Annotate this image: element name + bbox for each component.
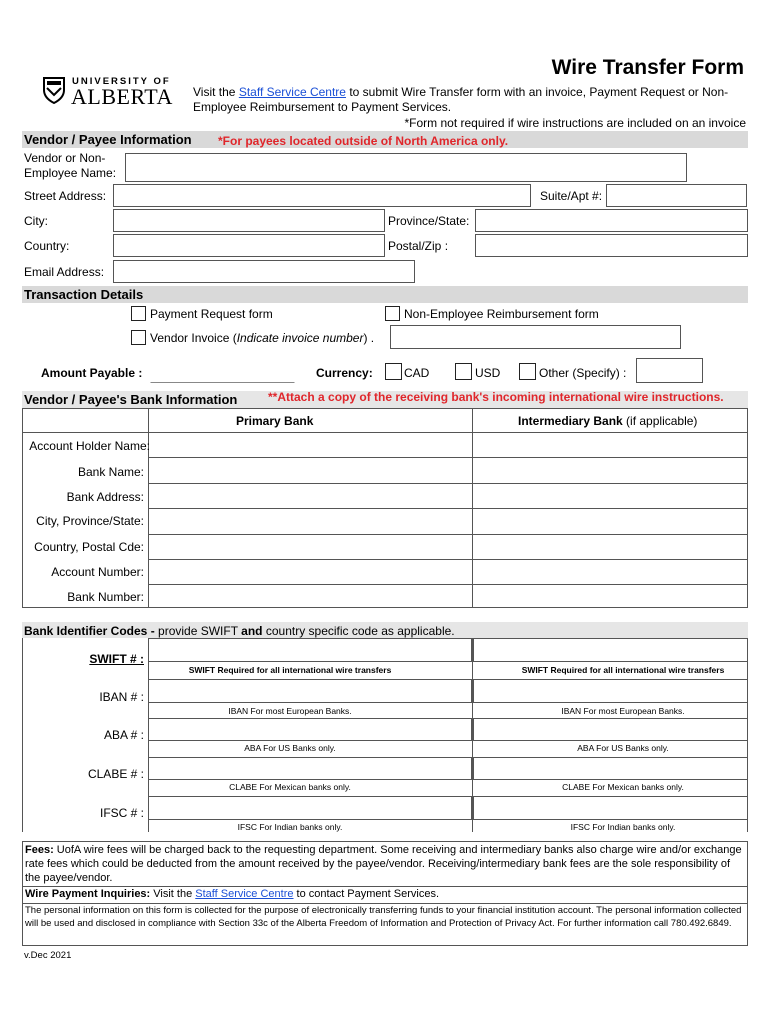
swift-intermediary-field[interactable] bbox=[473, 638, 748, 662]
ifsc-label: IFSC # : bbox=[99, 806, 144, 820]
logo-bottom-text: ALBERTA bbox=[71, 84, 173, 109]
iban-hint-primary: IBAN For most European Banks. bbox=[228, 706, 352, 716]
codes-table-left-border bbox=[22, 638, 23, 832]
bank-section-note: **Attach a copy of the receiving bank's incoming international wire instructions. bbox=[268, 390, 724, 404]
clabe-label: CLABE # : bbox=[87, 767, 144, 781]
usd-checkbox[interactable] bbox=[455, 363, 472, 380]
inquiries-bold: Wire Payment Inquiries: bbox=[25, 888, 151, 900]
cad-checkbox[interactable] bbox=[385, 363, 402, 380]
usd-label: USD bbox=[475, 366, 501, 380]
account-holder-label: Account Holder Name: bbox=[29, 439, 150, 453]
vendor-invoice-post: ) . bbox=[363, 331, 375, 345]
email-label: Email Address: bbox=[24, 265, 105, 279]
province-field[interactable] bbox=[475, 209, 748, 232]
intermediary-bank-suffix: (if applicable) bbox=[622, 414, 698, 428]
city-province-label: City, Province/State: bbox=[36, 514, 144, 528]
bank-table-hline bbox=[148, 457, 747, 458]
iban-intermediary-field[interactable] bbox=[473, 679, 748, 703]
transaction-section-title: Transaction Details bbox=[24, 287, 144, 302]
page-title: Wire Transfer Form bbox=[551, 56, 744, 79]
clabe-primary-field[interactable] bbox=[148, 757, 472, 780]
other-currency-field[interactable] bbox=[636, 358, 703, 383]
vendor-invoice-checkbox[interactable] bbox=[131, 330, 146, 345]
intro-post2: Employee Reimbursement to Payment Services. bbox=[193, 100, 452, 114]
amount-label: Amount Payable : bbox=[41, 366, 143, 380]
logo-top-text: UNIVERSITY OF bbox=[72, 76, 171, 87]
bank-table-hline bbox=[148, 508, 747, 509]
swift-label: SWIFT # : bbox=[89, 652, 144, 666]
ifsc-hint-primary: IFSC For Indian banks only. bbox=[237, 822, 343, 832]
bank-table-hline bbox=[148, 534, 747, 535]
payment-request-label: Payment Request form bbox=[150, 307, 273, 321]
currency-label: Currency: bbox=[316, 366, 373, 380]
bank-table-hline bbox=[148, 483, 747, 484]
aba-hint-intermediary: ABA For US Banks only. bbox=[577, 743, 669, 753]
city-label: City: bbox=[24, 214, 48, 228]
city-field[interactable] bbox=[113, 209, 385, 232]
version-label: v.Dec 2021 bbox=[24, 950, 72, 961]
ifsc-intermediary-field[interactable] bbox=[473, 796, 748, 820]
aba-label: ABA # : bbox=[103, 728, 144, 742]
form-note: *Form not required if wire instructions are included on an invoice bbox=[404, 116, 746, 130]
invoice-number-field[interactable] bbox=[390, 325, 681, 349]
codes-title-bold: Bank Identifier Codes - bbox=[24, 624, 159, 638]
vendor-invoice-em: Indicate invoice number bbox=[236, 331, 364, 345]
postal-field[interactable] bbox=[475, 234, 748, 257]
clabe-hint-intermediary: CLABE For Mexican banks only. bbox=[562, 782, 684, 792]
fees-block bbox=[22, 841, 748, 887]
university-logo bbox=[42, 76, 173, 109]
email-field[interactable] bbox=[113, 260, 415, 283]
crest-icon bbox=[42, 76, 66, 104]
amount-field[interactable] bbox=[150, 360, 295, 383]
payment-request-checkbox[interactable] bbox=[131, 306, 146, 321]
postal-label: Postal/Zip : bbox=[388, 239, 449, 253]
codes-title-rest-1: provide SWIFT bbox=[158, 624, 242, 638]
bank-name-label: Bank Name: bbox=[77, 465, 144, 479]
account-number-label: Account Number: bbox=[51, 565, 144, 579]
cad-label: CAD bbox=[404, 366, 430, 380]
intro-post1: to submit Wire Transfer form with an invoice, Payment Request or Non- bbox=[345, 85, 729, 99]
non-employee-label: Non-Employee Reimbursement form bbox=[404, 307, 599, 321]
primary-bank-header: Primary Bank bbox=[236, 414, 314, 428]
name-label-1: Vendor or Non- bbox=[24, 151, 106, 165]
vendor-section-note: *For payees located outside of North America only. bbox=[218, 134, 509, 148]
ifsc-primary-field[interactable] bbox=[148, 796, 472, 820]
staff-service-centre-link[interactable]: Staff Service Centre bbox=[238, 85, 346, 99]
intro-pre: Visit the bbox=[193, 85, 239, 99]
vendor-invoice-label bbox=[150, 331, 374, 345]
bank-table-hline bbox=[148, 559, 747, 560]
swift-hint-primary: SWIFT Required for all international wire transfers bbox=[188, 665, 392, 675]
privacy-text: The personal information on this form is collected for the purpose of electronically transferring funds to your financial institution account. The personal information collected will be used and disclosed in compliance with Section 33c of the Alberta Freedom of Information and Protection of Privacy Act. For further information call 780.492.6849. bbox=[25, 905, 742, 929]
bank-section-title: Vendor / Payee's Bank Information bbox=[24, 392, 238, 407]
swift-hint-intermediary: SWIFT Required for all international wire transfers bbox=[521, 665, 725, 675]
vendor-invoice-pre: Vendor Invoice ( bbox=[150, 331, 237, 345]
inquiries-block bbox=[22, 887, 748, 904]
intro-text bbox=[193, 85, 753, 115]
country-field[interactable] bbox=[113, 234, 385, 257]
bank-address-label: Bank Address: bbox=[66, 490, 144, 504]
iban-primary-field[interactable] bbox=[148, 679, 472, 703]
fees-bold: Fees: bbox=[25, 844, 54, 856]
name-label-2: Employee Name: bbox=[24, 166, 117, 180]
primary-account-holder-field[interactable] bbox=[148, 432, 472, 457]
vendor-name-field[interactable] bbox=[125, 153, 687, 182]
codes-section-title bbox=[24, 624, 455, 638]
privacy-block bbox=[22, 904, 748, 946]
clabe-hint-primary: CLABE For Mexican banks only. bbox=[229, 782, 351, 792]
inquiries-post: to contact Payment Services. bbox=[293, 888, 440, 900]
inquiries-pre: Visit the bbox=[150, 888, 196, 900]
bank-number-label: Bank Number: bbox=[67, 590, 144, 604]
codes-title-and: and bbox=[241, 624, 263, 638]
suite-field[interactable] bbox=[606, 184, 747, 207]
street-label: Street Address: bbox=[24, 189, 107, 203]
iban-hint-intermediary: IBAN For most European Banks. bbox=[561, 706, 685, 716]
other-label: Other (Specify) : bbox=[539, 366, 627, 380]
inquiries-link[interactable]: Staff Service Centre bbox=[195, 888, 294, 900]
country-postal-label: Country, Postal Cde: bbox=[34, 540, 144, 554]
swift-primary-field[interactable] bbox=[148, 638, 472, 662]
suite-label: Suite/Apt #: bbox=[540, 189, 603, 203]
iban-label: IBAN # : bbox=[99, 690, 144, 704]
aba-hint-primary: ABA For US Banks only. bbox=[244, 743, 336, 753]
province-label: Province/State: bbox=[388, 214, 470, 228]
vendor-section-title: Vendor / Payee Information bbox=[24, 132, 192, 147]
bank-table-hline bbox=[148, 584, 747, 585]
ifsc-hint-intermediary: IFSC For Indian banks only. bbox=[570, 822, 676, 832]
street-address-field[interactable] bbox=[113, 184, 531, 207]
other-checkbox[interactable] bbox=[519, 363, 536, 380]
fees-text: UofA wire fees will be charged back to the requesting department. Some receiving and intermediary banks also charge wire and/or exchange rate fees which could be deducted from the amount received by the payee/vendor. Receiving/intermediary bank fees are the sole responsibility of the payee/vendor. bbox=[25, 844, 742, 884]
non-employee-checkbox[interactable] bbox=[385, 306, 400, 321]
country-label: Country: bbox=[24, 239, 70, 253]
codes-title-rest-2: country specific code as applicable. bbox=[262, 624, 455, 638]
aba-primary-field[interactable] bbox=[148, 718, 472, 741]
intermediary-bank-title: Intermediary Bank bbox=[518, 414, 623, 428]
aba-intermediary-field[interactable] bbox=[473, 718, 748, 741]
intermediary-account-holder-field[interactable] bbox=[473, 432, 747, 457]
clabe-intermediary-field[interactable] bbox=[473, 757, 748, 780]
